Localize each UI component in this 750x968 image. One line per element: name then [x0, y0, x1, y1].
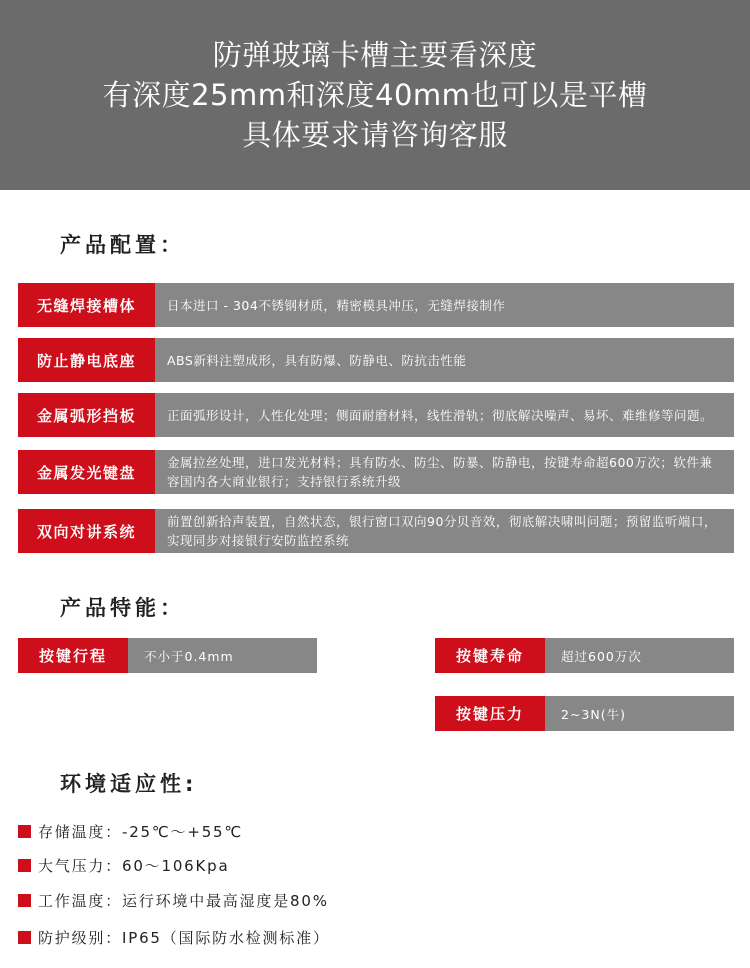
config-row — [18, 393, 734, 437]
feature-label: 按键寿命 — [435, 638, 545, 673]
feature-value: 2~3N(牛) — [545, 696, 734, 731]
banner-line-3: 具体要求请咨询客服 — [242, 118, 508, 152]
config-desc: 前置创新拾声装置，自然状态，银行窗口双向90分贝音效，彻底解决啸叫问题；预留监听端口，实现同步对接银行安防监控系统 — [155, 509, 734, 553]
config-label: 双向对讲系统 — [18, 509, 155, 553]
environment-item — [18, 821, 243, 842]
square-bullet-icon — [18, 931, 31, 944]
header-banner — [0, 0, 750, 190]
banner-line-2: 有深度25mm和深度40mm也可以是平槽 — [102, 78, 648, 112]
config-desc: 日本进口 - 304不锈钢材质，精密模具冲压，无缝焊接制作 — [155, 283, 734, 327]
square-bullet-icon — [18, 894, 31, 907]
config-section-title: 产品配置： — [60, 233, 185, 257]
environment-item-text: 存储温度：-25℃～+55℃ — [38, 823, 244, 841]
feature-item — [435, 696, 734, 731]
config-label: 金属弧形挡板 — [18, 393, 155, 437]
config-desc: 正面弧形设计，人性化处理；侧面耐磨材料，线性滑轨；彻底解决噪声、易坏、难维修等问题。 — [155, 393, 734, 437]
square-bullet-icon — [18, 859, 31, 872]
environment-section-title: 环境适应性: — [60, 772, 198, 796]
config-row — [18, 509, 734, 553]
environment-item — [18, 890, 329, 911]
feature-value: 不小于0.4mm — [128, 638, 317, 673]
feature-label: 按键行程 — [18, 638, 128, 673]
banner-line-1: 防弹玻璃卡槽主要看深度 — [212, 38, 538, 72]
config-label: 金属发光键盘 — [18, 450, 155, 494]
config-label: 无缝焊接槽体 — [18, 283, 155, 327]
features-section-title: 产品特能： — [60, 596, 185, 620]
feature-item — [435, 638, 734, 673]
feature-label: 按键压力 — [435, 696, 545, 731]
environment-item — [18, 855, 229, 876]
config-row — [18, 450, 734, 494]
environment-item-text: 大气压力：60～106Kpa — [38, 857, 230, 875]
config-row — [18, 338, 734, 382]
config-label: 防止静电底座 — [18, 338, 155, 382]
environment-item-text: 工作温度：运行环境中最高湿度是80% — [38, 892, 329, 910]
config-desc: ABS新料注塑成形，具有防爆、防静电、防抗击性能 — [155, 338, 734, 382]
square-bullet-icon — [18, 825, 31, 838]
feature-item — [18, 638, 317, 673]
feature-value: 超过600万次 — [545, 638, 734, 673]
environment-item — [18, 927, 330, 948]
config-desc: 金属拉丝处理，进口发光材料；具有防水、防尘、防暴、防静电，按键寿命超600万次；软件兼容国内各大商业银行；支持银行系统升级 — [155, 450, 734, 494]
config-row — [18, 283, 734, 327]
environment-item-text: 防护级别：IP65（国际防水检测标准） — [38, 929, 330, 947]
